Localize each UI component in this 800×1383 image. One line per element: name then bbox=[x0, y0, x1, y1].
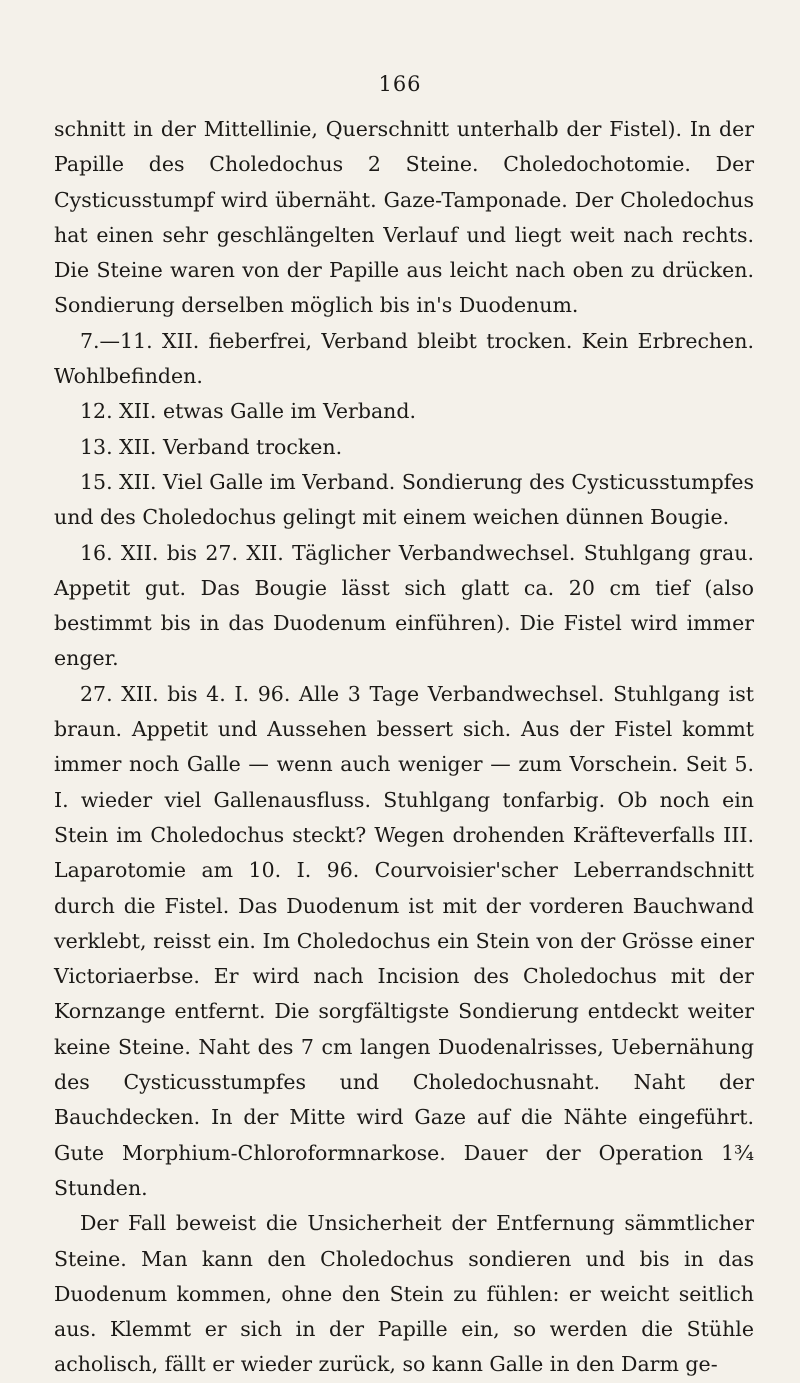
page-number: 166 bbox=[378, 72, 422, 96]
paragraph-conclusion: Der Fall beweist die Unsicherheit der Entfernung sämmtlicher Steine. Man kann den Choledochus sondieren und bis in das Duodenum kommen, ohne den Stein zu fühlen: er weicht seitlich aus. Klemmt er sich in der Papille ein, so werden die Stühle acholisch, fällt er wieder zurück, so kann Galle in den Darm ge- bbox=[54, 1211, 754, 1377]
paragraph-entry-27-4: 27. XII. bis 4. I. 96. Alle 3 Tage Verbandwechsel. Stuhlgang ist braun. Appetit und Aussehen bessert sich. Aus der Fistel kommt immer noch Galle — wenn auch weniger — zum Vorschein. Seit 5. I. wieder viel Gallenausfluss. Stuhlgang tonfarbig. Ob noch ein Stein im Choledochus steckt? Wegen drohenden Kräfteverfalls III. Laparotomie am 10. I. 96. Courvoisier'scher Leberrandschnitt durch die Fistel. Das Duodenum ist mit der vorderen Bauchwand verklebt, reisst ein. Im Choledochus ein Stein von der Grösse einer Victoriaerbse. Er wird nach Incision des Choledochus mit der Kornzange entfernt. Die sorgfältigste Sondierung entdeckt weiter keine Steine. Naht des 7 cm langen Duodenalrisses, Uebernähung des Cysticusstumpfes und Choledochusnaht. Naht der Bauchdecken. In der Mitte wird Gaze auf die Nähte eingeführt. Gute Morphium-Chloroformnarkose. Dauer der Operation 1¾ Stunden. bbox=[54, 681, 754, 1200]
paragraph-entry-7-11: 7.—11. XII. fieberfrei, Verband bleibt trocken. Kein Erbrechen. Wohlbefinden. bbox=[54, 328, 754, 389]
paragraph-entry-16-27: 16. XII. bis 27. XII. Täglicher Verbandwechsel. Stuhlgang grau. Appetit gut. Das Bougie lässt sich glatt ca. 20 cm tief (also bestimmt bis in das Duodenum einführen). Die Fistel wird immer enger. bbox=[54, 540, 754, 671]
body-text bbox=[54, 112, 754, 1383]
paragraph-entry-12: 12. XII. etwas Galle im Verband. bbox=[80, 399, 417, 424]
paragraph-entry-15: 15. XII. Viel Galle im Verband. Sondierung des Cysticusstumpfes und des Choledochus gelingt mit einem weichen dünnen Bougie. bbox=[54, 469, 754, 530]
paragraph-entry-13: 13. XII. Verband trocken. bbox=[80, 434, 343, 459]
paragraph-continuation: schnitt in der Mittellinie, Querschnitt unterhalb der Fistel). In der Papille des Choledochus 2 Steine. Choledochotomie. Der Cysticusstumpf wird übernäht. Gaze-Tamponade. Der Choledochus hat einen sehr geschlängelten Verlauf und liegt weit nach rechts. Die Steine waren von der Papille aus leicht nach oben zu drücken. Sondierung derselben möglich bis in's Duodenum. bbox=[54, 117, 754, 318]
